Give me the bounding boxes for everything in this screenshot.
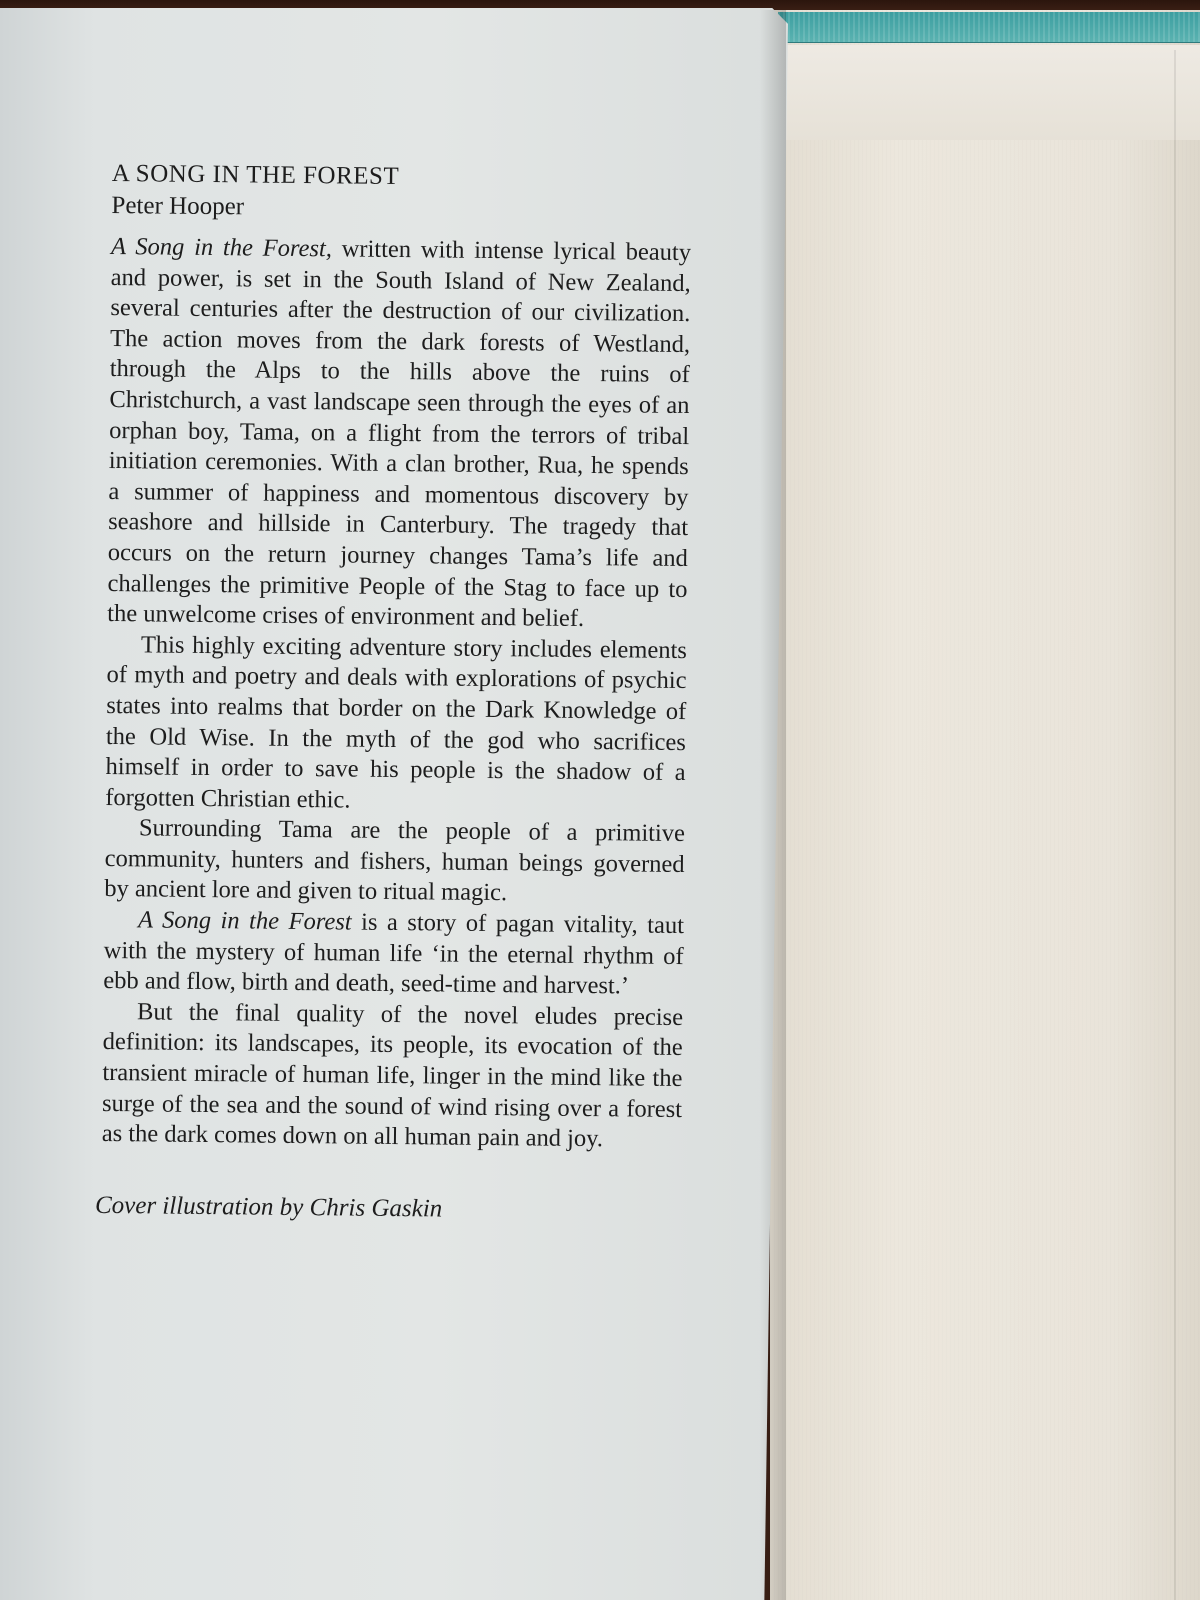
blurb-paragraph-4 (103, 905, 684, 1003)
book-title: A SONG IN THE FOREST (111, 159, 400, 191)
endpaper-fold-line (1174, 50, 1176, 1600)
italic-book-title: A Song in the Forest (137, 906, 352, 936)
paragraph-text: is a story of pagan vitality, taut with the mystery of human life ‘in the eternal rhythm of ebb and flow, birth and death, seed-time and harvest.’ (103, 908, 685, 1000)
paragraph-text: Surrounding Tama are the people of a primitive community, hunters and fishers, human beings governed by ancient lore and given to ritual magic. (104, 814, 686, 907)
blurb-paragraph-1 (107, 232, 691, 636)
teal-cloth-binding (778, 12, 1200, 43)
paragraph-text: This highly exciting adventure story includes elements of myth and poetry and deals with explorations of psychic states into realms that border on the Dark Knowledge of the Old Wise. In the myth of the god who sacrifices himself in order to save his people is the shadow of a forgotten Christian ethic. (105, 631, 688, 814)
blurb-paragraph-3 (104, 813, 685, 911)
italic-book-title: A Song in the Forest, (110, 232, 333, 263)
blurb-paragraph-2 (105, 630, 687, 820)
endpaper (770, 10, 1200, 1600)
jacket-blurb (94, 158, 692, 1228)
flap-edge-shadow (760, 10, 786, 1600)
blurb-paragraph-5 (102, 997, 684, 1156)
cover-illustration-credit: Cover illustration by Chris Gaskin (94, 1191, 443, 1223)
endpaper-top-strip (770, 45, 1200, 140)
paragraph-text: written with intense lyrical beauty and power, is set in the South Island of New Zealand, several centuries after the destruction of our civilization. The action moves from the dark forests of Westland, through the Alps to the hills above the ruins of Christchurch, a vast landscape seen through the eyes of an orphan boy, Tama, on a flight from the terrors of tribal initiation ceremonies. With a clan brother, Rua, he spends a summer of happiness and momentous discovery by seashore and hillside in Canterbury. The tragedy that occurs on the return journey changes Tama’s life and challenges the primitive People of the Stag to face up to the unwelcome crises of environment and belief. (107, 235, 692, 633)
book-author: Peter Hooper (111, 191, 245, 221)
paragraph-text: But the final quality of the novel eludes precise definition: its landscapes, its people, its evocation of the transient miracle of human life, linger in the mind like the surge of the sea and the sound of wind rising over a forest as the dark comes down on all human pain and joy. (101, 998, 684, 1153)
